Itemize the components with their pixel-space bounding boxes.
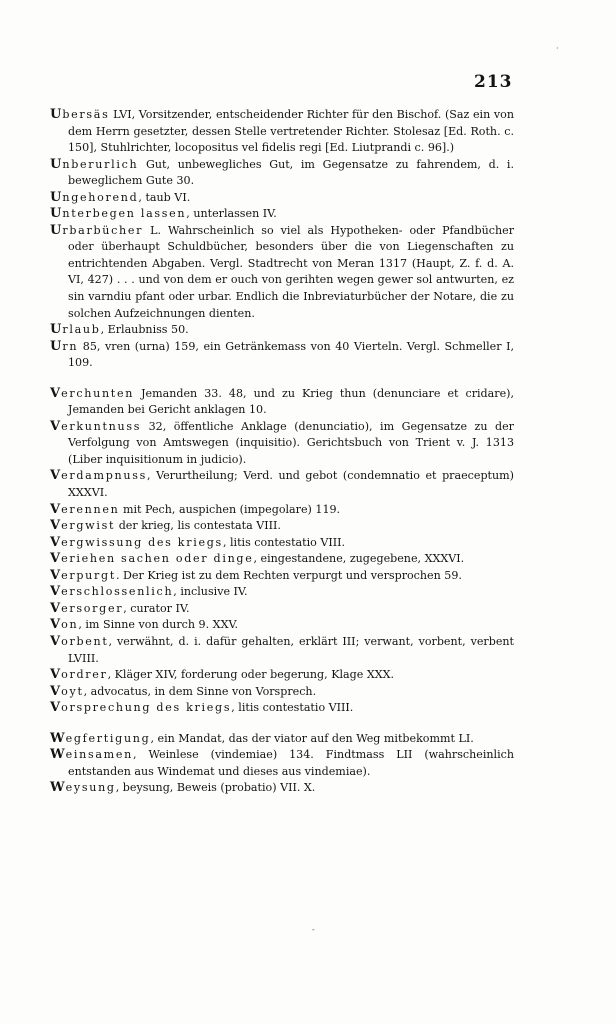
glossary-entry [50, 223, 514, 322]
entry-text: , litis contestatio VIII. [231, 701, 354, 715]
entry-initial: W [50, 730, 66, 746]
entry-initial: V [50, 683, 62, 699]
entry-initial: V [50, 501, 62, 517]
entry-text: , litis contestatio VIII. [222, 535, 346, 549]
entry-lemma: einsamen [65, 748, 134, 762]
entry-initial: V [50, 534, 62, 550]
entry-initial: V [50, 551, 62, 567]
entry-text: Jemanden 33. 48, und zu Krieg thun (denunciare et cridare), Jemanden bei Gericht anklagen 10. [68, 386, 514, 417]
glossary-entry [50, 386, 514, 419]
entry-lemma: erpurgt [61, 568, 116, 582]
entry-text: , im Sinne von durch 9. XXV. [78, 618, 239, 632]
glossary-entry [50, 502, 514, 519]
entry-initial: U [50, 222, 63, 238]
entry-initial: W [50, 747, 66, 763]
entry-initial: U [50, 189, 63, 205]
entry-text: , inclusive IV. [173, 585, 248, 599]
entry-lemma: ergwist [61, 519, 116, 533]
entry-lemma: eriehen sachen oder dinge [61, 552, 254, 566]
entry-lemma: ersorger [61, 601, 124, 615]
entry-text: Gut, unbewegliches Gut, im Gegensatze zu fahrendem, d. i. beweglichem Gute 30. [68, 157, 514, 188]
entry-lemma: oyt [61, 684, 84, 698]
entry-initial: U [50, 107, 63, 122]
entry-initial: V [50, 567, 62, 583]
entry-lemma: erennen [61, 502, 120, 516]
entry-text: , ein Mandat, das der viator auf den Weg mitbekommt LI. [150, 731, 474, 745]
entry-text: , advocatus, in dem Sinne von Vorsprech. [83, 684, 317, 698]
entry-text: 32, öffentliche Anklage (denunciatio), im Gegensatze zu der Verfolgung von Amtswegen (inquisitio). Gerichtsbuch von Trient v. J. 1313 (Liber inquisitionum in judicio). [68, 419, 514, 466]
entry-text: . Der Krieg ist zu dem Rechten verpurgt und versprochen 59. [115, 568, 462, 582]
entry-initial: U [50, 156, 63, 172]
entry-text: , eingestandene, zugegebene, XXXVI. [253, 552, 465, 566]
entry-lemma: nberurlich [62, 157, 139, 171]
glossary-entry [50, 731, 514, 748]
section-v [50, 386, 514, 717]
entry-text: , Erlaubniss 50. [100, 323, 189, 337]
glossary-entry [50, 419, 514, 469]
glossary-entry [50, 468, 514, 501]
entry-lemma: rn [62, 339, 79, 353]
entry-lemma: egfertigung [65, 731, 151, 745]
entry-text: der krieg, lis contestata VIII. [115, 519, 281, 533]
glossary-entry [50, 322, 514, 339]
glossary-entry [50, 568, 514, 585]
footer-mark: - [312, 925, 315, 934]
entry-initial: U [50, 206, 63, 222]
entry-initial: V [50, 468, 62, 484]
glossary-entry [50, 747, 514, 780]
entry-initial: V [50, 617, 62, 633]
glossary-entry [50, 584, 514, 601]
entry-text: , Kläger XIV, forderung oder begerung, Klage XXX. [107, 668, 395, 682]
entry-lemma: ergwissung des kriegs [61, 535, 223, 549]
entry-lemma: eysung [65, 781, 116, 795]
glossary-entry [50, 339, 514, 372]
glossary-entry [50, 617, 514, 634]
entry-initial: V [50, 600, 62, 616]
section-w [50, 731, 514, 797]
glossary-entry [50, 518, 514, 535]
entry-initial: V [50, 385, 62, 401]
entry-lemma: erkuntnuss [61, 419, 142, 433]
entry-initial: U [50, 338, 63, 354]
entry-lemma: rbarbücher [62, 223, 144, 237]
entry-text: , unterlassen IV. [186, 207, 277, 221]
glossary-entry [50, 780, 514, 797]
entry-text: , Verurtheilung; Verd. und gebot (condemnatio et praeceptum) XXXVI. [68, 469, 514, 500]
section-u [50, 107, 514, 372]
glossary-entry [50, 634, 514, 667]
entry-text: LVI, Vorsitzender, entscheidender Richter für den Bischof. (Saz ein von dem Herrn gesetzter, dessen Stelle vertretender Richter. Stolesaz [Ed. Roth. c. 150], Stuhlrichter, locopositus vel fidelis regi [Ed. Liutprandi c. 96].) [68, 108, 514, 155]
entry-text: , Weinlese (vindemiae) 134. Findtmass LII (wahrscheinlich entstanden aus Windemat und dieses aus vindemiae). [68, 748, 514, 778]
entry-lemma: ordrer [61, 668, 108, 682]
section-gap [50, 717, 514, 731]
entry-initial: V [50, 518, 62, 534]
entry-initial: V [50, 700, 62, 716]
section-gap [50, 372, 514, 386]
entry-lemma: bersäs [62, 108, 110, 121]
page-number: 213 [474, 72, 513, 92]
entry-lemma: rlaub [62, 323, 101, 337]
glossary-entry [50, 684, 514, 701]
entry-lemma: on [61, 618, 79, 632]
entry-text: L. Wahrscheinlich so viel als Hypotheken- oder Pfandbücher oder überhaupt Schuldbücher, besonders über die von Liegenschaften zu entrichtenden Abgaben. Vergl. Stadtrecht von Meran 1317 (Haupt, Z. f. d. A. VI, 427) . . . und von dem er ouch von gerihten wegen gewer sol antwurten, ez sin varndiu pfant oder urbar. Endlich die Inbreviaturbücher der Notare, die zu solchen Aufzeichnungen dienten. [68, 223, 514, 320]
entry-lemma: erdampnuss [61, 469, 147, 483]
entry-text: , verwähnt, d. i. dafür gehalten, erklärt III; verwant, vorbent, verbent LVIII. [68, 634, 514, 665]
entry-lemma: erchunten [61, 386, 135, 400]
entry-initial: U [50, 322, 63, 338]
entry-initial: V [50, 584, 62, 600]
glossary-entry [50, 535, 514, 552]
entry-initial: V [50, 633, 62, 649]
entry-initial: W [50, 780, 66, 796]
glossary-entry [50, 700, 514, 717]
entry-lemma: orbent [61, 634, 109, 648]
entry-lemma: erschlossenlich [61, 585, 174, 599]
glossary-entry [50, 551, 514, 568]
entry-initial: V [50, 667, 62, 683]
glossary-entry [50, 107, 514, 157]
glossary-entries [50, 107, 514, 797]
glossary-entry [50, 190, 514, 207]
glossary-entry [50, 667, 514, 684]
entry-text: 85, vren (urna) 159, ein Getränkemass von 40 Vierteln. Vergl. Schmeller I, 109. [68, 339, 514, 370]
glossary-entry [50, 157, 514, 190]
entry-initial: V [50, 418, 62, 434]
entry-lemma: nterbegen lassen [62, 207, 187, 221]
entry-text: , taub VI. [138, 190, 191, 204]
entry-text: , curator IV. [123, 601, 190, 615]
entry-lemma: orsprechung des kriegs [61, 701, 232, 715]
entry-text: mit Pech, auspichen (impegolare) 119. [119, 502, 341, 516]
margin-mark: · [556, 44, 559, 53]
entry-lemma: ngehorend [62, 190, 139, 204]
glossary-entry [50, 601, 514, 618]
glossary-entry [50, 206, 514, 223]
entry-text: , beysung, Beweis (probatio) VII. X. [115, 781, 316, 795]
